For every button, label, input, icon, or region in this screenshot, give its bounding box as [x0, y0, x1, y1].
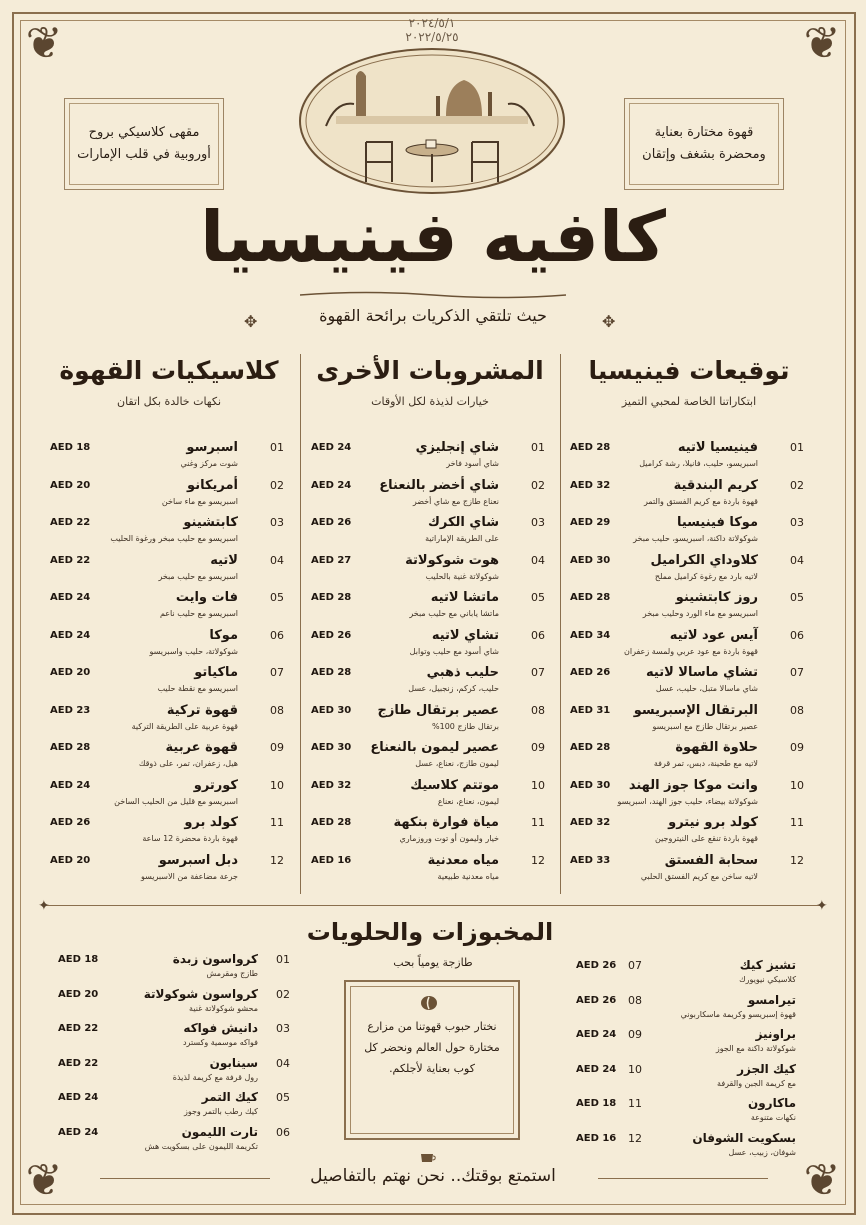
menu-item-price: AED 23 — [50, 704, 91, 716]
menu-item-name: سحابة الفستق — [664, 852, 758, 868]
section-subtitle: ابتكاراتنا الخاصة لمحبي التميز — [621, 395, 757, 408]
section-subtitle: خيارات لذيذة لكل الأوقات — [371, 395, 489, 408]
menu-item-price: AED 28 — [570, 742, 611, 753]
bakery-item-number: 05 — [276, 1091, 290, 1104]
menu-item — [44, 553, 294, 591]
menu-item-price: AED 30 — [311, 742, 352, 753]
menu-item-name: كولد برو نيترو — [668, 815, 758, 830]
bakery-item-name: كيك الجزر — [737, 1061, 796, 1076]
bakery-item-number: 02 — [276, 987, 290, 1001]
menu-item — [305, 703, 555, 741]
menu-item-number: 12 — [531, 853, 545, 867]
date-scribble-1: ٢٠٢٤/٥/١ — [408, 16, 456, 30]
menu-item — [44, 815, 294, 853]
bakery-item-name: تيرامسو — [747, 992, 796, 1007]
menu-item-description: لاتيه ساخن مع كريم الفستق الحلبي — [640, 871, 758, 881]
bakery-item-price: AED 18 — [58, 954, 99, 965]
menu-item-description: ليمون طازج، نعناع، عسل — [415, 759, 499, 768]
bakery-item-name: دانيش فواكه — [183, 1021, 258, 1035]
menu-item-name: هوت شوكولاتة — [405, 552, 499, 568]
menu-item-name: ماتشا لاتيه — [430, 590, 499, 605]
menu-item-price: AED 16 — [311, 854, 352, 866]
bakery-item-description: رول قرفة مع كريمة لذيذة — [172, 1072, 258, 1082]
menu-item-name: دبل اسبرسو — [158, 852, 238, 868]
bakery-subtitle: طازجة يومياً بحب — [393, 956, 473, 969]
menu-item-price: AED 24 — [50, 779, 91, 791]
menu-item-name: ماكياتو — [194, 665, 238, 680]
menu-item — [44, 478, 294, 516]
menu-item-number: 09 — [790, 741, 804, 754]
menu-item-price: AED 20 — [50, 854, 91, 866]
menu-item-name: كورترو — [193, 777, 238, 793]
bakery-item-price: AED 16 — [576, 1132, 617, 1144]
section-coffee-classics — [44, 356, 294, 408]
bakery-item-number: 12 — [628, 1131, 642, 1145]
menu-item-description: لاتيه مع طحينة، دبس، تمر قرفة — [653, 759, 758, 768]
bakery-item — [54, 1125, 294, 1159]
corner-ornament-icon: ❦ — [25, 18, 63, 69]
menu-item-number: 03 — [270, 516, 284, 529]
bakery-item-number: 03 — [276, 1022, 290, 1035]
menu-item-name: حليب ذهبي — [426, 665, 499, 680]
menu-item-name: أمريكانو — [187, 477, 238, 493]
intro-box-left — [64, 98, 224, 190]
flourish-icon: ✦ — [38, 898, 50, 914]
date-scribble-2: ٢٠٢٢/٥/٢٥ — [405, 30, 459, 44]
menu-item-description: برتقال طازج 100% — [432, 721, 499, 731]
section-subtitle: نكهات خالدة بكل اتقان — [116, 395, 222, 408]
menu-item-description: لاتيه بارد مع رغوة كراميل مملح — [654, 571, 758, 581]
menu-item — [564, 815, 814, 853]
bakery-item-description: شوكولاتة داكنة مع الجوز — [715, 1044, 796, 1053]
menu-item-name: كولد برو — [184, 815, 238, 830]
menu-item-description: اسبريسو مع ماء ساخن — [161, 496, 238, 506]
menu-item-name: حلاوة القهوة — [675, 740, 758, 755]
sourcing-note-text: نختار حبوب قهوتنا من مزارع مختارة حول العالم ونحضر كل كوب بعناية لأجلكم. — [364, 1020, 500, 1075]
menu-item — [44, 703, 294, 741]
menu-item-description: اسبريسو مع حليب مبخر ورغوة الحليب — [110, 534, 238, 543]
bakery-item-number: 04 — [276, 1056, 290, 1070]
bakery-item — [574, 1096, 814, 1130]
menu-item-name: لاتيه — [210, 552, 238, 568]
menu-item-description: شوت مركز وغني — [180, 459, 238, 468]
bakery-item-number: 08 — [628, 993, 642, 1007]
menu-item-description: حليب، كركم، زنجبيل، عسل — [408, 684, 499, 693]
menu-item — [564, 740, 814, 778]
cafe-terrace-illustration — [296, 46, 568, 196]
menu-item — [564, 440, 814, 478]
menu-item-description: شوكولاتة، حليب واسبريسو — [149, 646, 238, 656]
menu-item — [564, 665, 814, 703]
menu-item-price: AED 30 — [311, 704, 352, 716]
bakery-item — [574, 993, 814, 1027]
menu-item-number: 07 — [531, 666, 545, 679]
menu-item-name: آيس عود لاتيه — [669, 627, 758, 643]
menu-item-name: شاي الكرك — [427, 515, 499, 530]
menu-item-number: 09 — [270, 741, 284, 754]
menu-item-number: 02 — [790, 478, 804, 492]
menu-item-price: AED 26 — [311, 629, 352, 641]
menu-item-number: 01 — [270, 441, 284, 454]
bakery-item-description: قهوة إسبريسو وكريمة ماسكاربوني — [680, 1009, 796, 1019]
menu-item-price: AED 30 — [570, 779, 611, 791]
menu-item-name: شاي أخضر بالنعناع — [379, 477, 499, 493]
bakery-item — [574, 958, 814, 992]
menu-item-description: اسبريسو مع حليب ناعم — [159, 609, 238, 618]
menu-item-number: 07 — [790, 666, 804, 679]
menu-item-number: 03 — [531, 516, 545, 529]
menu-item — [44, 628, 294, 666]
menu-item-price: AED 28 — [570, 592, 611, 603]
bakery-item-price: AED 26 — [576, 960, 617, 971]
bakery-item-name: براونيز — [755, 1027, 796, 1041]
bakery-item-name: كرواسون زبدة — [172, 952, 258, 966]
flourish-icon: ✥ — [602, 312, 616, 331]
menu-item-name: عصير برتقال طازج — [377, 702, 499, 718]
menu-item-number: 06 — [531, 628, 545, 642]
flourish-icon: ✦ — [816, 898, 828, 914]
title-flourish-icon — [300, 290, 566, 300]
menu-item — [564, 515, 814, 553]
menu-item-price: AED 34 — [570, 629, 611, 641]
bakery-item-description: فواكه موسمية وكسترد — [182, 1038, 258, 1047]
menu-item-number: 08 — [270, 703, 284, 717]
menu-item-price: AED 24 — [311, 442, 352, 453]
menu-item-price: AED 32 — [570, 479, 611, 491]
menu-item-description: جرعة مضاعفة من الاسبريسو — [140, 871, 238, 881]
menu-item-name: قهوة تركية — [166, 702, 238, 718]
menu-item-name: قهوة عربية — [165, 740, 238, 755]
menu-item-description: اسبريسو، حليب، فانيلا، رشة كراميل — [639, 459, 758, 468]
flourish-icon: ✥ — [244, 312, 258, 331]
menu-item-price: AED 32 — [570, 817, 611, 828]
menu-item-number: 06 — [270, 628, 284, 642]
menu-item-price: AED 28 — [311, 592, 352, 603]
menu-item-description: اسبريسو مع قليل من الحليب الساخن — [114, 796, 238, 806]
menu-item — [305, 440, 555, 478]
menu-item-price: AED 30 — [570, 554, 611, 566]
column-divider — [560, 354, 561, 894]
menu-item-number: 05 — [270, 591, 284, 604]
menu-item — [305, 815, 555, 853]
menu-item — [564, 553, 814, 591]
menu-item-number: 02 — [531, 478, 545, 492]
cafe-name: كافيه فينيسيا — [200, 196, 666, 278]
menu-item — [564, 778, 814, 816]
menu-item-name: كريم البندقية — [673, 477, 758, 493]
menu-item — [305, 740, 555, 778]
section-title: كلاسيكيات القهوة — [59, 356, 279, 385]
menu-item-price: AED 26 — [50, 817, 91, 828]
menu-item-description: قهوة عربية على الطريقة التركية — [131, 721, 238, 731]
bakery-item-name: كرواسون شوكولاتة — [143, 986, 258, 1001]
menu-item-price: AED 20 — [50, 479, 91, 491]
intro-box-left-text: مقهى كلاسيكي بروح أوروبية في قلب الإمارات — [77, 125, 211, 162]
menu-item-name: فينيسيا لاتيه — [677, 440, 758, 455]
menu-item-description: اسبريسو مع نقطة حليب — [157, 684, 238, 693]
menu-item-name: موكا — [209, 627, 238, 643]
menu-item — [44, 665, 294, 703]
bakery-item — [54, 952, 294, 986]
bakery-item — [574, 1062, 814, 1096]
bakery-item — [574, 1131, 814, 1165]
bakery-item-name: تشيز كيك — [739, 958, 796, 972]
menu-item-number: 04 — [531, 553, 545, 567]
menu-item-number: 10 — [270, 778, 284, 792]
menu-item-name: البرتقال الإسبريسو — [633, 702, 758, 718]
bakery-item-number: 09 — [628, 1028, 642, 1041]
section-divider — [44, 905, 822, 906]
bakery-item — [54, 987, 294, 1021]
menu-item-description: شاي أسود فاخر — [446, 459, 499, 468]
bakery-item-number: 07 — [628, 959, 642, 972]
section-title: توقيعات فينيسيا — [588, 356, 790, 385]
footer-rule — [598, 1178, 768, 1179]
menu-item-number: 06 — [790, 628, 804, 642]
menu-item-description: اسبريسو مع ماء الورد وحليب مبخر — [642, 609, 758, 618]
menu-item-description: ليمون، نعناع، نعناع — [437, 796, 499, 806]
intro-box-right-text: قهوة مختارة بعناية ومحضرة بشغف وإتقان — [642, 125, 766, 162]
menu-item — [305, 590, 555, 628]
bakery-item-number: 11 — [628, 1097, 642, 1110]
bakery-item-name: تارت الليمون — [181, 1124, 258, 1139]
menu-item-name: اسبرسو — [186, 440, 238, 455]
menu-item — [44, 440, 294, 478]
menu-item-description: قهوة باردة محضرة 12 ساعة — [142, 834, 238, 843]
menu-item-number: 10 — [790, 778, 804, 792]
corner-ornament-icon: ❦ — [25, 1155, 63, 1206]
bakery-item-number: 01 — [276, 953, 290, 966]
bakery-item-description: شوفان، زبيب، عسل — [728, 1147, 796, 1157]
menu-item — [564, 628, 814, 666]
menu-item — [305, 515, 555, 553]
menu-item-number: 01 — [790, 441, 804, 454]
menu-item-price: AED 22 — [50, 554, 91, 566]
menu-item-number: 04 — [790, 553, 804, 567]
section-other-drinks — [305, 356, 555, 408]
bakery-item-price: AED 24 — [576, 1029, 617, 1040]
menu-item-description: اسبريسو مع حليب مبخر — [158, 571, 238, 581]
menu-item — [305, 478, 555, 516]
menu-item — [564, 590, 814, 628]
menu-item-description: شوكولاتة غنية بالحليب — [425, 571, 499, 581]
bakery-item — [54, 1021, 294, 1055]
menu-item-description: نعناع طازج مع شاي أخضر — [412, 496, 499, 506]
corner-ornament-icon: ❦ — [803, 1155, 841, 1206]
menu-item-number: 10 — [531, 778, 545, 792]
coffee-cup-icon — [419, 1150, 437, 1164]
menu-item-price: AED 28 — [311, 667, 352, 678]
menu-item-price: AED 28 — [50, 742, 91, 753]
menu-item — [305, 853, 555, 891]
menu-item-number: 05 — [531, 591, 545, 604]
menu-item-name: عصير ليمون بالنعناع — [370, 740, 499, 755]
bakery-item-description: تكريمة الليمون على بسكويت هش — [144, 1141, 258, 1151]
footer-text: استمتع بوقتك.. نحن نهتم بالتفاصيل — [310, 1166, 556, 1186]
coffee-bean-icon — [417, 994, 441, 1012]
menu-item — [44, 515, 294, 553]
menu-item-name: موتتم كلاسيك — [410, 777, 499, 793]
menu-item-price: AED 24 — [50, 629, 91, 641]
bakery-title: المخبوزات والحلويات — [306, 918, 554, 946]
bakery-item-number: 06 — [276, 1125, 290, 1139]
menu-item-price: AED 18 — [50, 442, 91, 453]
intro-box-right — [624, 98, 784, 190]
menu-item-number: 05 — [790, 591, 804, 604]
menu-item-number: 08 — [790, 703, 804, 717]
menu-item-price: AED 29 — [570, 517, 611, 528]
menu-item-name: وانت موكا جوز الهند — [628, 777, 758, 793]
menu-item — [305, 665, 555, 703]
menu-item-number: 03 — [790, 516, 804, 529]
menu-item-number: 04 — [270, 553, 284, 567]
menu-item-name: مياة فوارة بنكهة — [393, 815, 499, 830]
menu-item-description: قهوة باردة تنقع على النيتروجين — [655, 834, 758, 843]
bakery-item-description: محشو شوكولاتة غنية — [189, 1003, 258, 1013]
section-signatures — [564, 356, 814, 408]
menu-item-description: قهوة باردة مع عود عربي ولمسة زعفران — [623, 646, 758, 656]
menu-item-price: AED 24 — [50, 592, 91, 603]
menu-item-name: تشاي ماسالا لاتيه — [646, 665, 758, 680]
menu-item-name: كابتشينو — [183, 515, 238, 530]
column-divider — [300, 354, 301, 894]
menu-item-description: شوكولاتة بيضاء، حليب جوز الهند، اسبريسو — [617, 796, 758, 806]
bakery-item — [54, 1090, 294, 1124]
menu-item-description: هيل، زعفران، تمر، على ذوقك — [138, 759, 238, 768]
menu-item-number: 12 — [790, 853, 804, 867]
menu-item-description: ماتشا ياباني مع حليب مبخر — [409, 609, 499, 618]
menu-item-price: AED 32 — [311, 779, 352, 791]
menu-item-number: 11 — [531, 816, 545, 829]
menu-item-name: شاي إنجليزي — [415, 440, 499, 455]
tagline: حيث تلتقي الذكريات برائحة القهوة — [319, 306, 547, 325]
bakery-item-name: كيك التمر — [201, 1090, 258, 1104]
bakery-item-description: مع كريمة الجبن والقرفة — [717, 1078, 796, 1088]
bakery-item-price: AED 20 — [58, 988, 99, 1000]
menu-item-name: تشاي لاتيه — [431, 627, 499, 643]
menu-item-price: AED 31 — [570, 704, 611, 716]
menu-item-number: 02 — [270, 478, 284, 492]
bakery-item-price: AED 24 — [576, 1063, 617, 1075]
section-title: المشروبات الأخرى — [316, 356, 544, 385]
bakery-item-description: طازج ومقرمش — [206, 969, 258, 978]
bakery-item-name: سينابون — [209, 1055, 258, 1070]
bakery-item — [574, 1027, 814, 1061]
menu-item-price: AED 26 — [570, 667, 611, 678]
bakery-item-price: AED 22 — [58, 1023, 99, 1034]
menu-item — [564, 478, 814, 516]
menu-item-price: AED 20 — [50, 667, 91, 678]
menu-item-description: قهوة باردة مع كريم الفستق والتمر — [643, 496, 758, 506]
menu-item-number: 09 — [531, 741, 545, 754]
bakery-item-description: نكهات متنوعة — [750, 1113, 796, 1122]
menu-item-name: مياه معدنية — [427, 852, 499, 868]
menu-item-name: فات وايت — [175, 590, 238, 605]
menu-item — [564, 853, 814, 891]
bakery-item-price: AED 26 — [576, 994, 617, 1006]
bakery-item — [54, 1056, 294, 1090]
corner-ornament-icon: ❦ — [803, 18, 841, 69]
menu-item-price: AED 28 — [570, 442, 611, 453]
menu-item-price: AED 24 — [311, 479, 352, 491]
bakery-item-price: AED 24 — [58, 1126, 99, 1138]
bakery-item-description: كلاسيكي نيويورك — [739, 975, 796, 984]
date-scribble — [372, 16, 492, 44]
menu-item-price: AED 28 — [311, 817, 352, 828]
menu-item-name: موكا فينيسيا — [676, 515, 758, 530]
menu-item-description: عصير برتقال طازج مع اسبريسو — [652, 721, 758, 731]
menu-item-description: خيار وليمون أو توت وروزماري — [399, 834, 499, 843]
menu-item-number: 07 — [270, 666, 284, 679]
menu-item-number: 11 — [270, 816, 284, 829]
menu-item-description: شاي أسود مع حليب وتوابل — [409, 646, 499, 656]
menu-item-description: شاي ماسالا متبل، حليب، عسل — [655, 684, 758, 693]
menu-item-price: AED 26 — [311, 517, 352, 528]
menu-item — [44, 853, 294, 891]
menu-item-number: 12 — [270, 853, 284, 867]
bakery-item-price: AED 24 — [58, 1092, 99, 1103]
bakery-item-price: AED 22 — [58, 1057, 99, 1069]
bakery-item-price: AED 18 — [576, 1098, 617, 1109]
menu-item-name: روز كابتشينو — [675, 590, 758, 605]
menu-item — [44, 590, 294, 628]
menu-item-price: AED 27 — [311, 554, 352, 566]
menu-item-description: مياه معدنية طبيعية — [437, 871, 499, 881]
bakery-item-number: 10 — [628, 1062, 642, 1076]
bakery-item-name: بسكويت الشوفان — [692, 1130, 796, 1145]
menu-item-number: 01 — [531, 441, 545, 454]
menu-item — [44, 778, 294, 816]
menu-item-name: كلاوداي الكراميل — [650, 552, 758, 568]
bakery-item-name: ماكارون — [747, 1096, 796, 1110]
menu-item-description: شوكولاتة داكنة، اسبريسو، حليب مبخر — [633, 534, 758, 543]
menu-item-number: 08 — [531, 703, 545, 717]
menu-item — [44, 740, 294, 778]
menu-item — [305, 778, 555, 816]
bakery-item-description: كيك رطب بالتمر وجوز — [183, 1107, 258, 1116]
menu-item — [564, 703, 814, 741]
menu-item-price: AED 33 — [570, 854, 611, 866]
menu-item-description: على الطريقة الإماراتية — [425, 534, 499, 543]
menu-item — [305, 553, 555, 591]
menu-item-price: AED 22 — [50, 517, 91, 528]
menu-item-number: 11 — [790, 816, 804, 829]
menu-item — [305, 628, 555, 666]
